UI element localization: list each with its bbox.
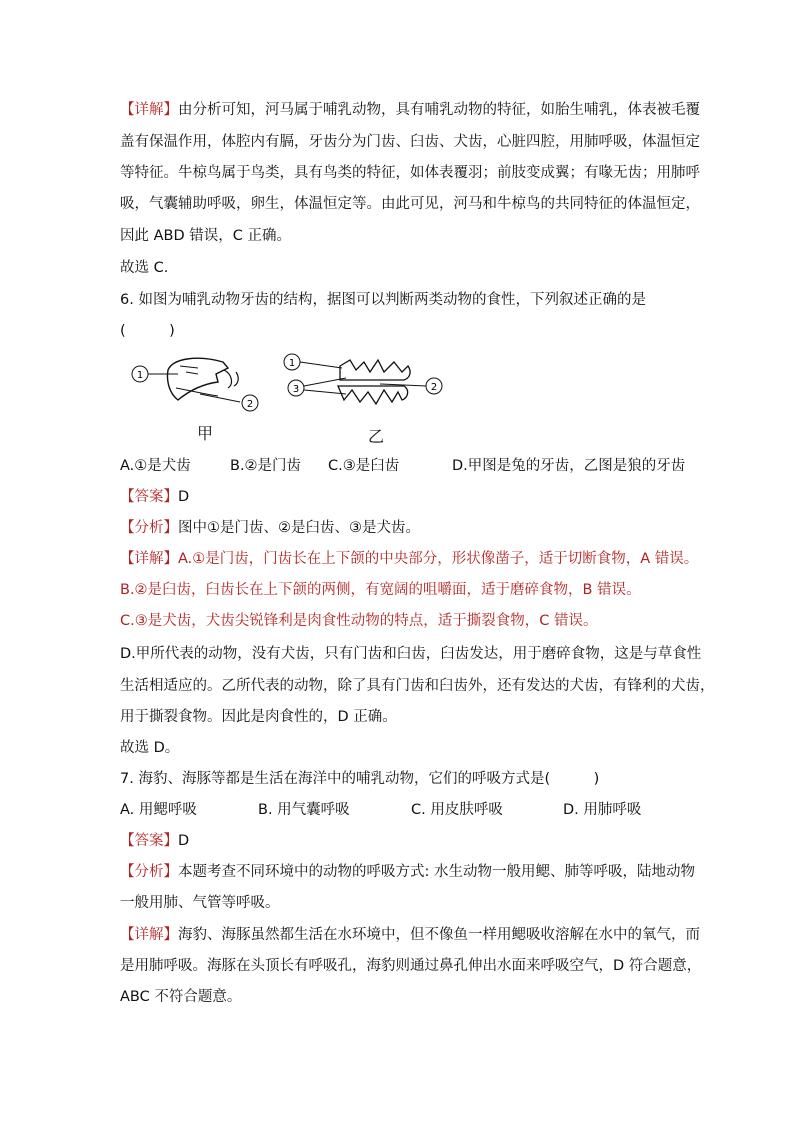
q5-detail-line-4: 吸，气囊辅助呼吸，卵生，体温恒定等。由此可见，河马和牛椋鸟的共同特征的体温恒定，: [120, 196, 700, 212]
q6-detail-c: C.③是犬齿，犬齿尖锐锋利是肉食性动物的特点，适于撕裂食物，C 错误。: [120, 613, 598, 629]
figure-label-right: 乙: [368, 427, 385, 446]
q5-detail-line-5: 因此 ABD 错误，C 正确。: [120, 228, 291, 244]
section-tag: 【答案】: [120, 489, 178, 505]
svg-text:1: 1: [288, 358, 296, 369]
q5-detail-line-2: 盖有保温作用，体腔内有膈，牙齿分为门齿、臼齿、犬齿，心脏四腔，用肺呼吸，体温恒定: [120, 134, 700, 150]
q6-stem: 6. 如图为哺乳动物牙齿的结构，据图可以判断两类动物的食性，下列叙述正确的是: [120, 292, 646, 308]
section-tag: 【详解】: [120, 102, 178, 118]
q5-detail-line-3: 等特征。牛椋鸟属于鸟类，具有鸟类的特征，如体表覆羽；前肢变成翼；有喙无齿；用肺呼: [120, 165, 700, 181]
q6-paren: ( ): [120, 323, 175, 339]
q6-choose: 故选 D。: [120, 740, 180, 756]
q6-option-b: B.②是门齿: [230, 458, 302, 474]
q7-detail-line-3: ABC 不符合题意。: [120, 989, 242, 1005]
q7-detail-line-2: 是用肺呼吸。海豚在头顶长有呼吸孔，海豹则通过鼻孔伸出水面来呼吸空气，D 符合题意，: [120, 958, 702, 974]
section-tag: 【分析】: [120, 864, 178, 880]
section-tag: 【详解】: [120, 927, 178, 943]
q6-option-d: D.甲图是兔的牙齿，乙图是狼的牙齿: [452, 458, 686, 474]
q6-detail-d-line-3: 用于撕裂食物。因此是肉食性的，D 正确。: [120, 709, 397, 725]
section-tag: 【答案】: [120, 833, 178, 849]
q7-answer: 【答案】D: [120, 833, 190, 849]
q7-option-b: B. 用气囊呼吸: [258, 802, 350, 818]
q6-detail-b: B.②是臼齿，臼齿长在上下颌的两侧，有宽阔的咀嚼面，适于磨碎食物，B 错误。: [120, 582, 641, 598]
q6-answer: 【答案】D: [120, 489, 190, 505]
svg-text:2: 2: [246, 399, 254, 410]
q7-stem: 7. 海豹、海豚等都是生活在海洋中的哺乳动物，它们的呼吸方式是( ): [120, 771, 600, 787]
q6-option-a: A.①是犬齿: [120, 458, 191, 474]
q7-option-a: A. 用鳃呼吸: [120, 802, 197, 818]
q6-analysis: 【分析】图中①是门齿、②是臼齿、③是犬齿。: [120, 520, 420, 536]
q6-detail-d-line-1: D.甲所代表的动物，没有犬齿，只有门齿和臼齿，臼齿发达，用于磨碎食物，这是与草食性: [120, 646, 702, 662]
q6-option-c: C.③是臼齿: [328, 458, 400, 474]
q7-analysis-line-1: 【分析】本题考查不同环境中的动物的呼吸方式: 水生动物一般用鳃、肺等呼吸，陆地动物: [120, 864, 695, 880]
q7-analysis-line-2: 一般用肺、气管等呼吸。: [120, 895, 280, 911]
svg-text:2: 2: [430, 382, 438, 393]
teeth-figure-right: [280, 350, 450, 420]
q7-option-d: D. 用肺呼吸: [563, 802, 642, 818]
svg-text:1: 1: [136, 370, 144, 381]
q6-detail-d-line-2: 生活相适应的。乙所代表的动物，除了具有门齿和臼齿外，还有发达的犬齿，有锋利的犬齿，: [120, 678, 715, 694]
q7-option-c: C. 用皮肤呼吸: [411, 802, 503, 818]
svg-text:3: 3: [292, 384, 300, 395]
section-tag: 【分析】: [120, 520, 178, 536]
figure-label-left: 甲: [197, 424, 214, 443]
q5-choose: 故选 C.: [120, 260, 169, 276]
q5-detail-line-1: 【详解】由分析可知，河马属于哺乳动物，具有哺乳动物的特征，如胎生哺乳，体表被毛覆: [120, 102, 700, 118]
q7-detail-line-1: 【详解】海豹、海豚虽然都生活在水环境中，但不像鱼一样用鳃吸收溶解在水中的氧气，而: [120, 927, 700, 943]
teeth-figure-left: [128, 350, 278, 420]
q6-detail-a: 【详解】A.①是门齿，门齿长在上下颌的中央部分，形状像凿子，适于切断食物，A 错误。: [120, 551, 699, 567]
